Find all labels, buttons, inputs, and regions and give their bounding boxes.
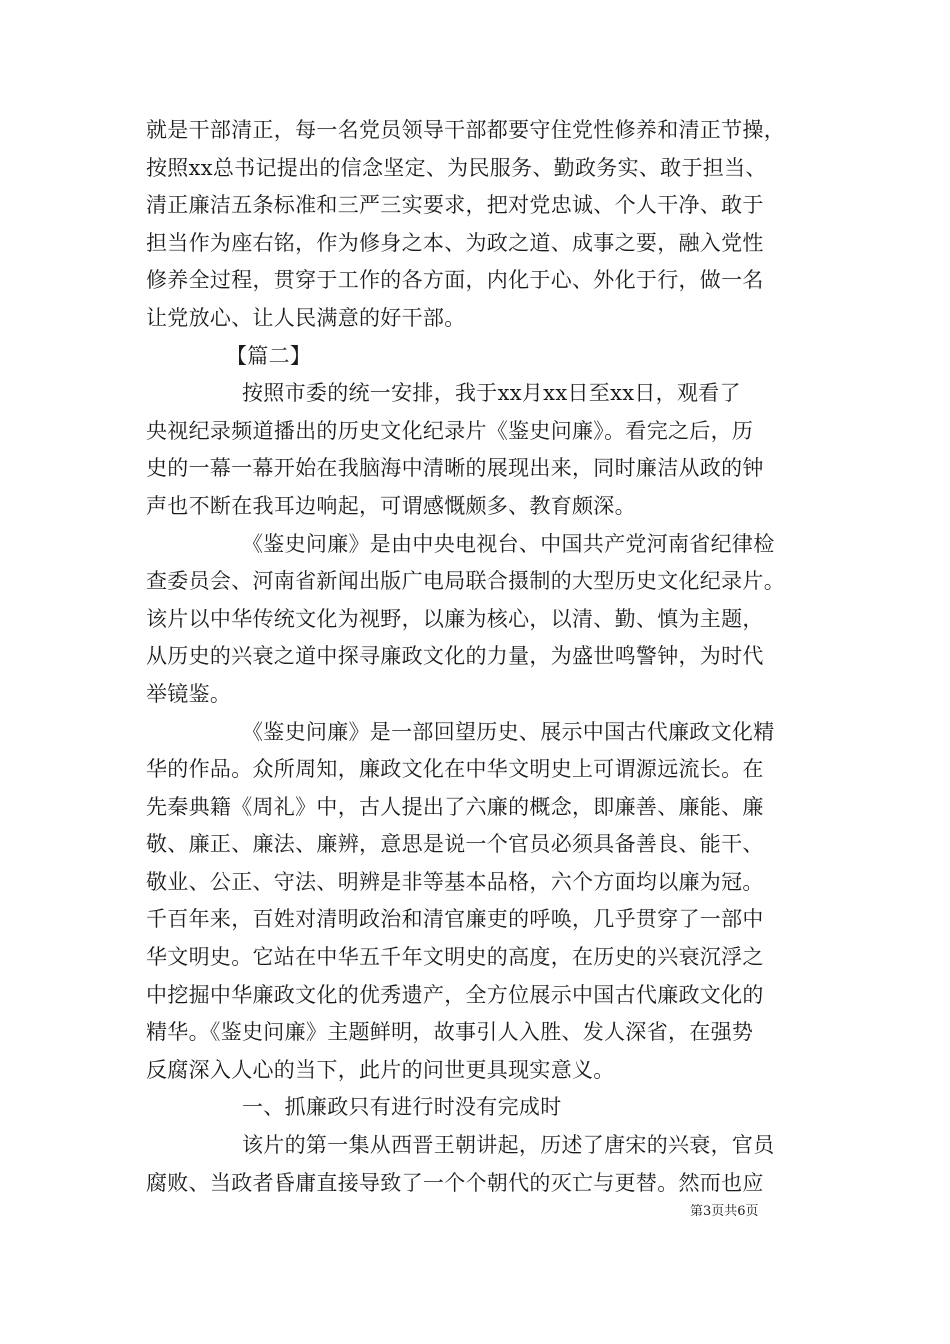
text-line: 腐败、当政者昏庸直接导致了一个个朝代的灭亡与更替。然而也应	[146, 1170, 764, 1195]
text-line: 敬、廉正、廉法、廉辨，意思是说一个官员必须具备善良、能干、	[146, 832, 764, 857]
paragraph-start: 《鉴史问廉》是由中央电视台、中国共产党河南省纪律检	[242, 531, 775, 556]
text-line: 中挖掘中华廉政文化的优秀遗产，全方位展示中国古代廉政文化的	[146, 982, 764, 1007]
text-line: 修养全过程，贯穿于工作的各方面，内化于心、外化于行，做一名	[146, 268, 764, 293]
text-line: 千百年来，百姓对清明政治和清官廉吏的呼唤，几乎贯穿了一部中	[146, 907, 764, 932]
text-line: 声也不断在我耳边响起，可谓感慨颇多、教育颇深。	[146, 493, 636, 518]
subsection-heading: 一、抓廉政只有进行时没有完成时	[242, 1095, 562, 1120]
text-line: 该片以中华传统文化为视野，以廉为核心，以清、勤、慎为主题，	[146, 606, 764, 631]
page-number-footer: 第3页共6页	[690, 1204, 759, 1219]
text-line: 精华。《鉴史问廉》主题鲜明，故事引人入胜、发人深省，在强势	[146, 1020, 754, 1045]
text-line: 从历史的兴衰之道中探寻廉政文化的力量，为盛世鸣警钟，为时代	[146, 644, 764, 669]
text-line: 央视纪录频道播出的历史文化纪录片《鉴史问廉》。看完之后，历	[146, 418, 754, 443]
text-line: 华的作品。众所周知，廉政文化在中华文明史上可谓源远流长。在	[146, 757, 764, 782]
text-line: 敬业、公正、守法、明辨是非等基本品格，六个方面均以廉为冠。	[146, 869, 764, 894]
section-heading: 【篇二】	[226, 343, 312, 368]
text-line: 清正廉洁五条标准和三严三实要求，把对党忠诚、个人干净、敢于	[146, 193, 764, 218]
text-line: 先秦典籍《周礼》中，古人提出了六廉的概念，即廉善、廉能、廉	[146, 794, 764, 819]
text-line: 华文明史。它站在中华五千年文明史的高度，在历史的兴衰沉浮之	[146, 945, 764, 970]
text-line: 反腐深入人心的当下，此片的问世更具现实意义。	[146, 1057, 615, 1082]
text-line: 查委员会、河南省新闻出版广电局联合摄制的大型历史文化纪录片。	[146, 569, 785, 594]
paragraph-start: 《鉴史问廉》是一部回望历史、展示中国古代廉政文化精	[242, 719, 775, 744]
document-body	[146, 112, 814, 1202]
paragraph-start: 按照市委的统一安排，我于xx月xx日至xx日，观看了	[242, 381, 741, 406]
text-line: 史的一幕一幕开始在我脑海中清晰的展现出来，同时廉洁从政的钟	[146, 456, 764, 481]
text-line: 担当作为座右铭，作为修身之本、为政之道、成事之要，融入党性	[146, 230, 764, 255]
text-line: 举镜鉴。	[146, 681, 232, 706]
text-line: 按照xx总书记提出的信念坚定、为民服务、勤政务实、敢于担当、	[146, 155, 767, 180]
text-line: 让党放心、让人民满意的好干部。	[146, 305, 466, 330]
text-line: 就是干部清正，每一名党员领导干部都要守住党性修养和清正节操，	[146, 118, 785, 142]
paragraph-start: 该片的第一集从西晋王朝讲起，历述了唐宋的兴衰，官员	[242, 1133, 775, 1158]
